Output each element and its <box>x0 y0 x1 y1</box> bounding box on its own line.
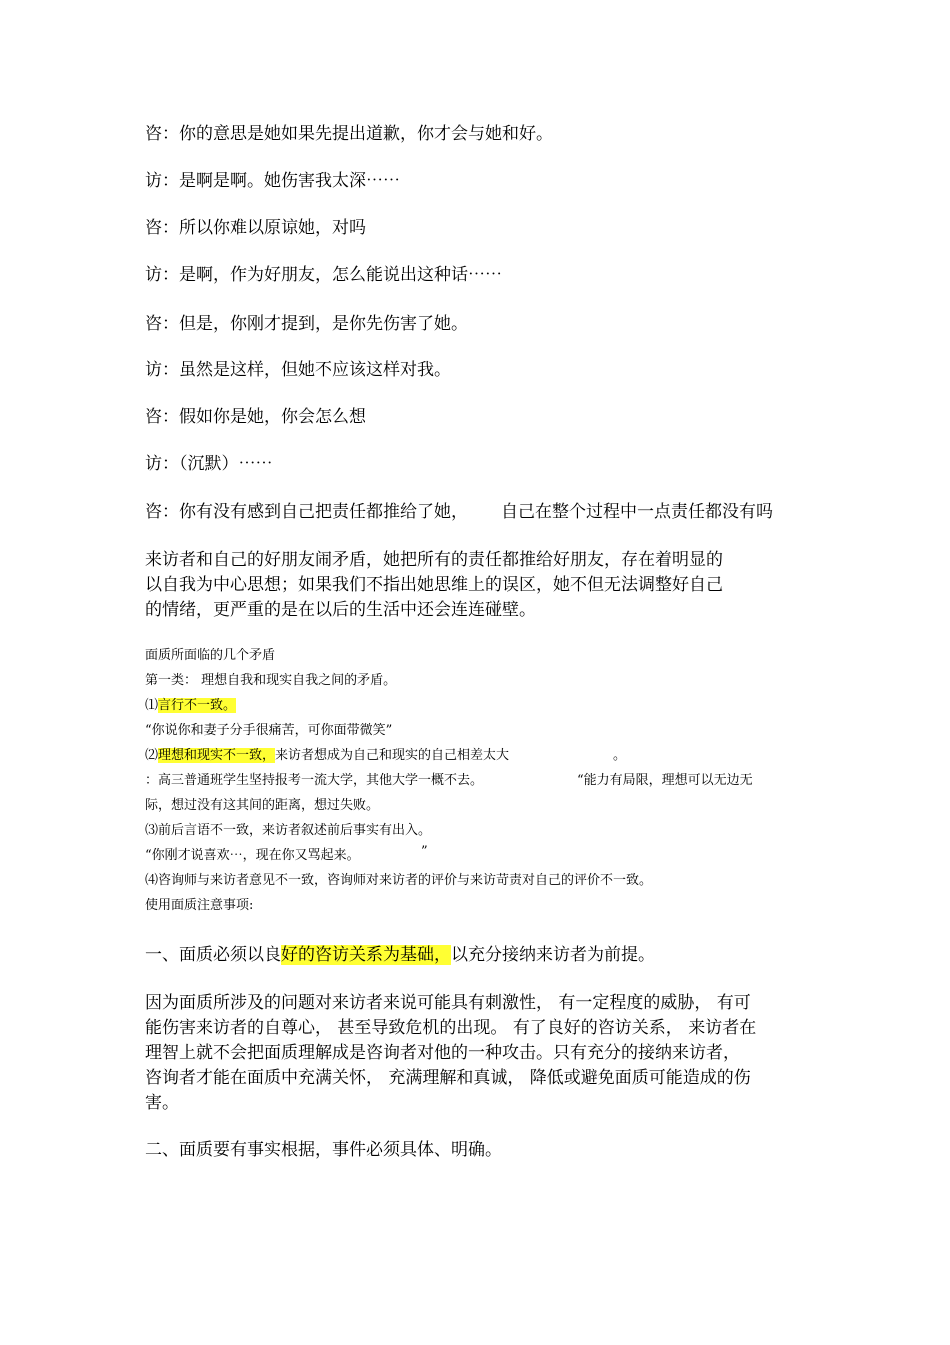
dialogue-line: 咨：所以你难以原谅她，对吗 <box>145 218 366 238</box>
example-quote: ” <box>421 844 428 859</box>
list-item: ⑶前后言语不一致，来访者叙述前后事实有出入。 <box>145 823 432 838</box>
item-text: 来访者想成为自己和现实的自己相差太大 <box>275 748 510 763</box>
example-quote: “你刚才说喜欢⋯，现在你又骂起来。 <box>145 848 360 863</box>
dialogue-line: 访：是啊，作为好朋友，怎么能说出这种话⋯⋯ <box>145 265 502 285</box>
example-text: “能力有局限，理想可以无边无 <box>577 773 753 788</box>
item-end: 。 <box>613 748 627 763</box>
dialogue-line: 咨：但是，你刚才提到，是你先伤害了她。 <box>145 314 468 334</box>
item-number: ⑴ <box>145 698 159 713</box>
paragraph-line: 能伤害来访者的自尊心， 甚至导致危机的出现。 有了良好的咨访关系， 来访者在 <box>145 1018 757 1038</box>
dialogue-line: 咨：假如你是她，你会怎么想 <box>145 407 366 427</box>
example-text: ：高三普通班学生坚持报考一流大学，其他大学一概不去。 <box>145 773 484 788</box>
category-heading: 第一类： 理想自我和现实自我之间的矛盾。 <box>145 673 397 688</box>
dialogue-line: 访：是啊是啊。她伤害我太深⋯⋯ <box>145 171 400 191</box>
dialogue-line: 访：（沉默）⋯⋯ <box>145 454 273 474</box>
list-item <box>145 694 236 713</box>
highlighted-text: 好的咨访关系为基础， <box>281 945 451 965</box>
dialogue-line: 访：虽然是这样，但她不应该这样对我。 <box>145 360 451 380</box>
paragraph-line: 以自我为中心思想；如果我们不指出她思维上的误区，她不但无法调整好自己 <box>145 575 723 595</box>
dialogue-line: 咨：你有没有感到自己把责任都推给了她， <box>145 502 468 522</box>
example-quote: “你说你和妻子分手很痛苦，可你面带微笑” <box>145 723 393 738</box>
highlighted-text: 言行不一致。 <box>158 698 237 713</box>
paragraph-line: 来访者和自己的好朋友闹矛盾，她把所有的责任都推给好朋友，存在着明显的 <box>145 550 723 570</box>
list-item <box>145 744 509 763</box>
example-text: 际，想过没有这其间的距离，想过失败。 <box>145 798 380 813</box>
dialogue-line: 咨：你的意思是她如果先提出道歉，你才会与她和好。 <box>145 124 553 144</box>
highlighted-text: 理想和现实不一致， <box>158 748 276 763</box>
item-number: ⑵ <box>145 748 159 763</box>
paragraph-line: 咨询者才能在面质中充满关怀， 充满理解和真诚， 降低或避免面质可能造成的伤 <box>145 1068 751 1088</box>
dialogue-line: 自己在整个过程中一点责任都没有吗 <box>501 502 773 522</box>
paragraph-line: 的情绪，更严重的是在以后的生活中还会连连碰壁。 <box>145 600 536 620</box>
paragraph-line: 因为面质所涉及的问题对来访者来说可能具有刺激性， 有一定程度的威胁， 有可 <box>145 993 751 1013</box>
notes-title: 使用面质注意事项: <box>145 898 254 913</box>
point-text: 一、面质必须以良 <box>145 945 281 965</box>
section-title: 面质所面临的几个矛盾 <box>145 648 276 663</box>
paragraph-line: 理智上就不会把面质理解成是咨询者对他的一种攻击。只有充分的接纳来访者， <box>145 1043 740 1063</box>
point-heading <box>145 940 655 965</box>
point-heading: 二、面质要有事实根据，事件必须具体、明确。 <box>145 1140 502 1160</box>
paragraph-line: 害。 <box>145 1093 179 1113</box>
point-text: 以充分接纳来访者为前提。 <box>451 945 655 965</box>
list-item: ⑷咨询师与来访者意见不一致，咨询师对来访者的评价与来访苛责对自己的评价不一致。 <box>145 873 653 888</box>
